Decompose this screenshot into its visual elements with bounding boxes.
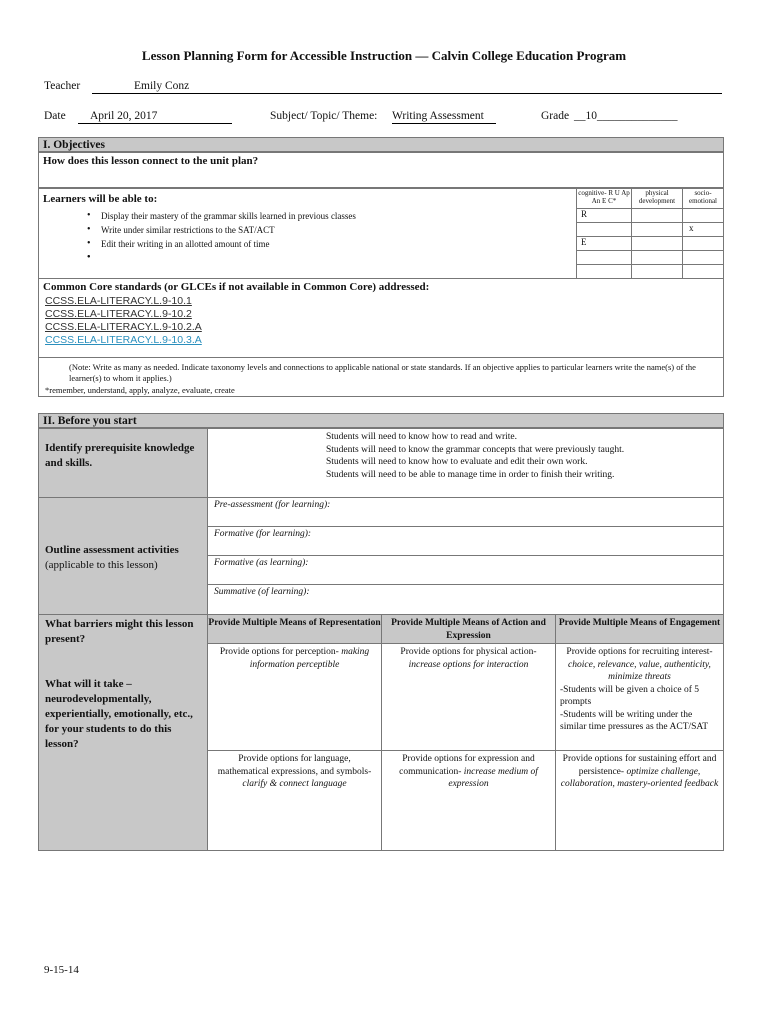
date-value: April 20, 2017 [90,110,158,122]
date-field[interactable] [78,110,232,124]
socio-emotional-cell[interactable] [682,236,724,251]
form-title: Lesson Planning Form for Accessible Instruction — Calvin College Education Program [141,48,627,63]
grade-value[interactable]: __10______________ [574,110,678,122]
cognitive-cell[interactable]: R [576,208,632,223]
taxonomy-footnote: *remember, understand, apply, analyze, evaluate, create [45,385,235,395]
date-label: Date [44,110,66,122]
prereq-label: Identify prerequisite knowledge and skills. [45,442,195,469]
objective-item[interactable]: • Write under similar restrictions to the SAT/ACT [87,223,356,237]
udl-sustaining-effort-cell[interactable] [555,750,724,851]
teacher-label: Teacher [44,80,81,92]
prereq-list [326,431,624,481]
cognitive-cell[interactable] [576,222,632,237]
udl-option-text: Provide options for language, mathematical expressions, and symbols- [217,754,372,777]
prereq-item: Students will need to be able to manage time in order to finish their writing. [326,469,615,480]
cognitive-cell[interactable] [576,250,632,265]
udl-engagement-header: Provide Multiple Means of Engagement [555,614,724,644]
teacher-field[interactable] [92,80,722,94]
udl-option-text: Provide options for recruiting interest- [566,647,713,657]
udl-physical-action-cell[interactable] [381,643,556,751]
subject-field[interactable] [392,110,496,124]
cognitive-header: cognitive- R U Ap An E C* [576,188,632,209]
assessment-label-cell [38,497,208,615]
udl-representation-header: Provide Multiple Means of Representation [207,614,382,644]
grade-label: Grade [541,110,570,122]
udl-option-detail: increase medium of expression [448,766,538,789]
socio-emotional-cell[interactable] [682,250,724,265]
udl-perception-cell[interactable] [207,643,382,751]
objectives-list [69,209,356,251]
objective-category-grid [576,188,724,279]
udl-option-detail: making information perceptible [249,647,370,670]
standards-list [45,295,202,347]
udl-option-detail: increase options for interaction [408,659,529,670]
standard-link[interactable]: CCSS.ELA-LITERACY.L.9-10.2 [45,308,192,320]
udl-language-cell[interactable] [207,750,382,851]
formative-for-learning-field[interactable]: Formative (for learning): [207,526,724,556]
form-version-code: 9-15-14 [44,964,79,976]
udl-expression-communication-cell[interactable] [381,750,556,851]
objective-item[interactable]: • Edit their writing in an allotted amount of time [87,237,356,251]
prereq-item: Students will need to know how to read and write. [326,432,518,442]
physical-cell[interactable] [631,222,683,237]
standards-label: Common Core standards (or GLCEs if not available in Common Core) addressed: [43,281,430,293]
udl-recruiting-interest-cell[interactable] [555,643,724,751]
assessment-label: Outline assessment activities [45,544,179,556]
unit-connection-box[interactable] [38,152,724,188]
engagement-notes: -Students will be given a choice of 5 prompts -Students will be writing under the similar time pressures as the ACT/SAT [560,684,709,732]
unit-connection-question: How does this lesson connect to the unit plan? [43,155,259,167]
barriers-label-cell [38,614,208,851]
standard-link[interactable]: CCSS.ELA-LITERACY.L.9-10.2.A [45,321,202,333]
socio-emotional-cell[interactable] [682,208,724,223]
cognitive-cell[interactable] [576,264,632,279]
socio-emotional-cell[interactable]: x [682,222,724,237]
prereq-label-cell [38,428,208,498]
udl-option-detail: choice, relevance, value, authenticity, minimize threats [568,659,711,682]
before-section-header: II. Before you start [38,413,724,428]
standards-box [38,278,724,358]
physical-cell[interactable] [631,250,683,265]
subject-value: Writing Assessment [392,110,484,122]
udl-option-text: Provide options for sustaining effort and persistence- [562,754,717,777]
subject-label: Subject/ Topic/ Theme: [270,110,378,122]
prereq-item: Students will need to know how to evaluate and edit their own work. [326,457,588,467]
objectives-note: (Note: Write as many as needed. Indicate taxonomy levels and connections to applicable national or state standards. If an objective applies to particular learners write the name(s) of the learner(s) to whom it applies.) [69,362,696,383]
standard-link[interactable]: CCSS.ELA-LITERACY.L.9-10.1 [45,295,192,307]
physical-cell[interactable] [631,208,683,223]
socio-emotional-header: socio-emotional [682,188,724,209]
note-box [38,357,724,397]
summative-field[interactable]: Summative (of learning): [207,584,724,615]
formative-as-learning-field[interactable]: Formative (as learning): [207,555,724,585]
udl-option-text: Provide options for perception- [219,647,342,657]
standard-link[interactable]: CCSS.ELA-LITERACY.L.9-10.3.A [45,334,202,346]
udl-option-detail: clarify & connect language [242,779,347,789]
physical-cell[interactable] [631,264,683,279]
physical-cell[interactable] [631,236,683,251]
objective-item[interactable]: • Display their mastery of the grammar skills learned in previous classes [87,209,356,223]
assessment-sublabel: (applicable to this lesson) [45,559,158,571]
cognitive-cell[interactable]: E [576,236,632,251]
udl-option-text: Provide options for expression and communication- [399,754,535,777]
teacher-value: Emily Conz [134,80,190,92]
udl-action-expression-header: Provide Multiple Means of Action and Expression [381,614,556,644]
pre-assessment-field[interactable]: Pre-assessment (for learning): [207,497,724,527]
prereq-content-cell[interactable] [207,428,724,498]
udl-option-detail: optimize challenge, collaboration, mastery-oriented feedback [560,766,719,789]
physical-header: physical development [631,188,683,209]
udl-option-text: Provide options for physical action- [400,647,537,657]
prereq-item: Students will need to know the grammar concepts that were previously taught. [326,444,625,455]
socio-emotional-cell[interactable] [682,264,724,279]
objectives-section-header: I. Objectives [38,137,724,152]
learners-label: Learners will be able to: [43,193,158,205]
readiness-question: What will it take – neurodevelopmentally, experientially, emotionally, etc., for your students to do this lesson? [45,678,193,750]
barriers-question: What barriers might this lesson present? [45,618,194,645]
